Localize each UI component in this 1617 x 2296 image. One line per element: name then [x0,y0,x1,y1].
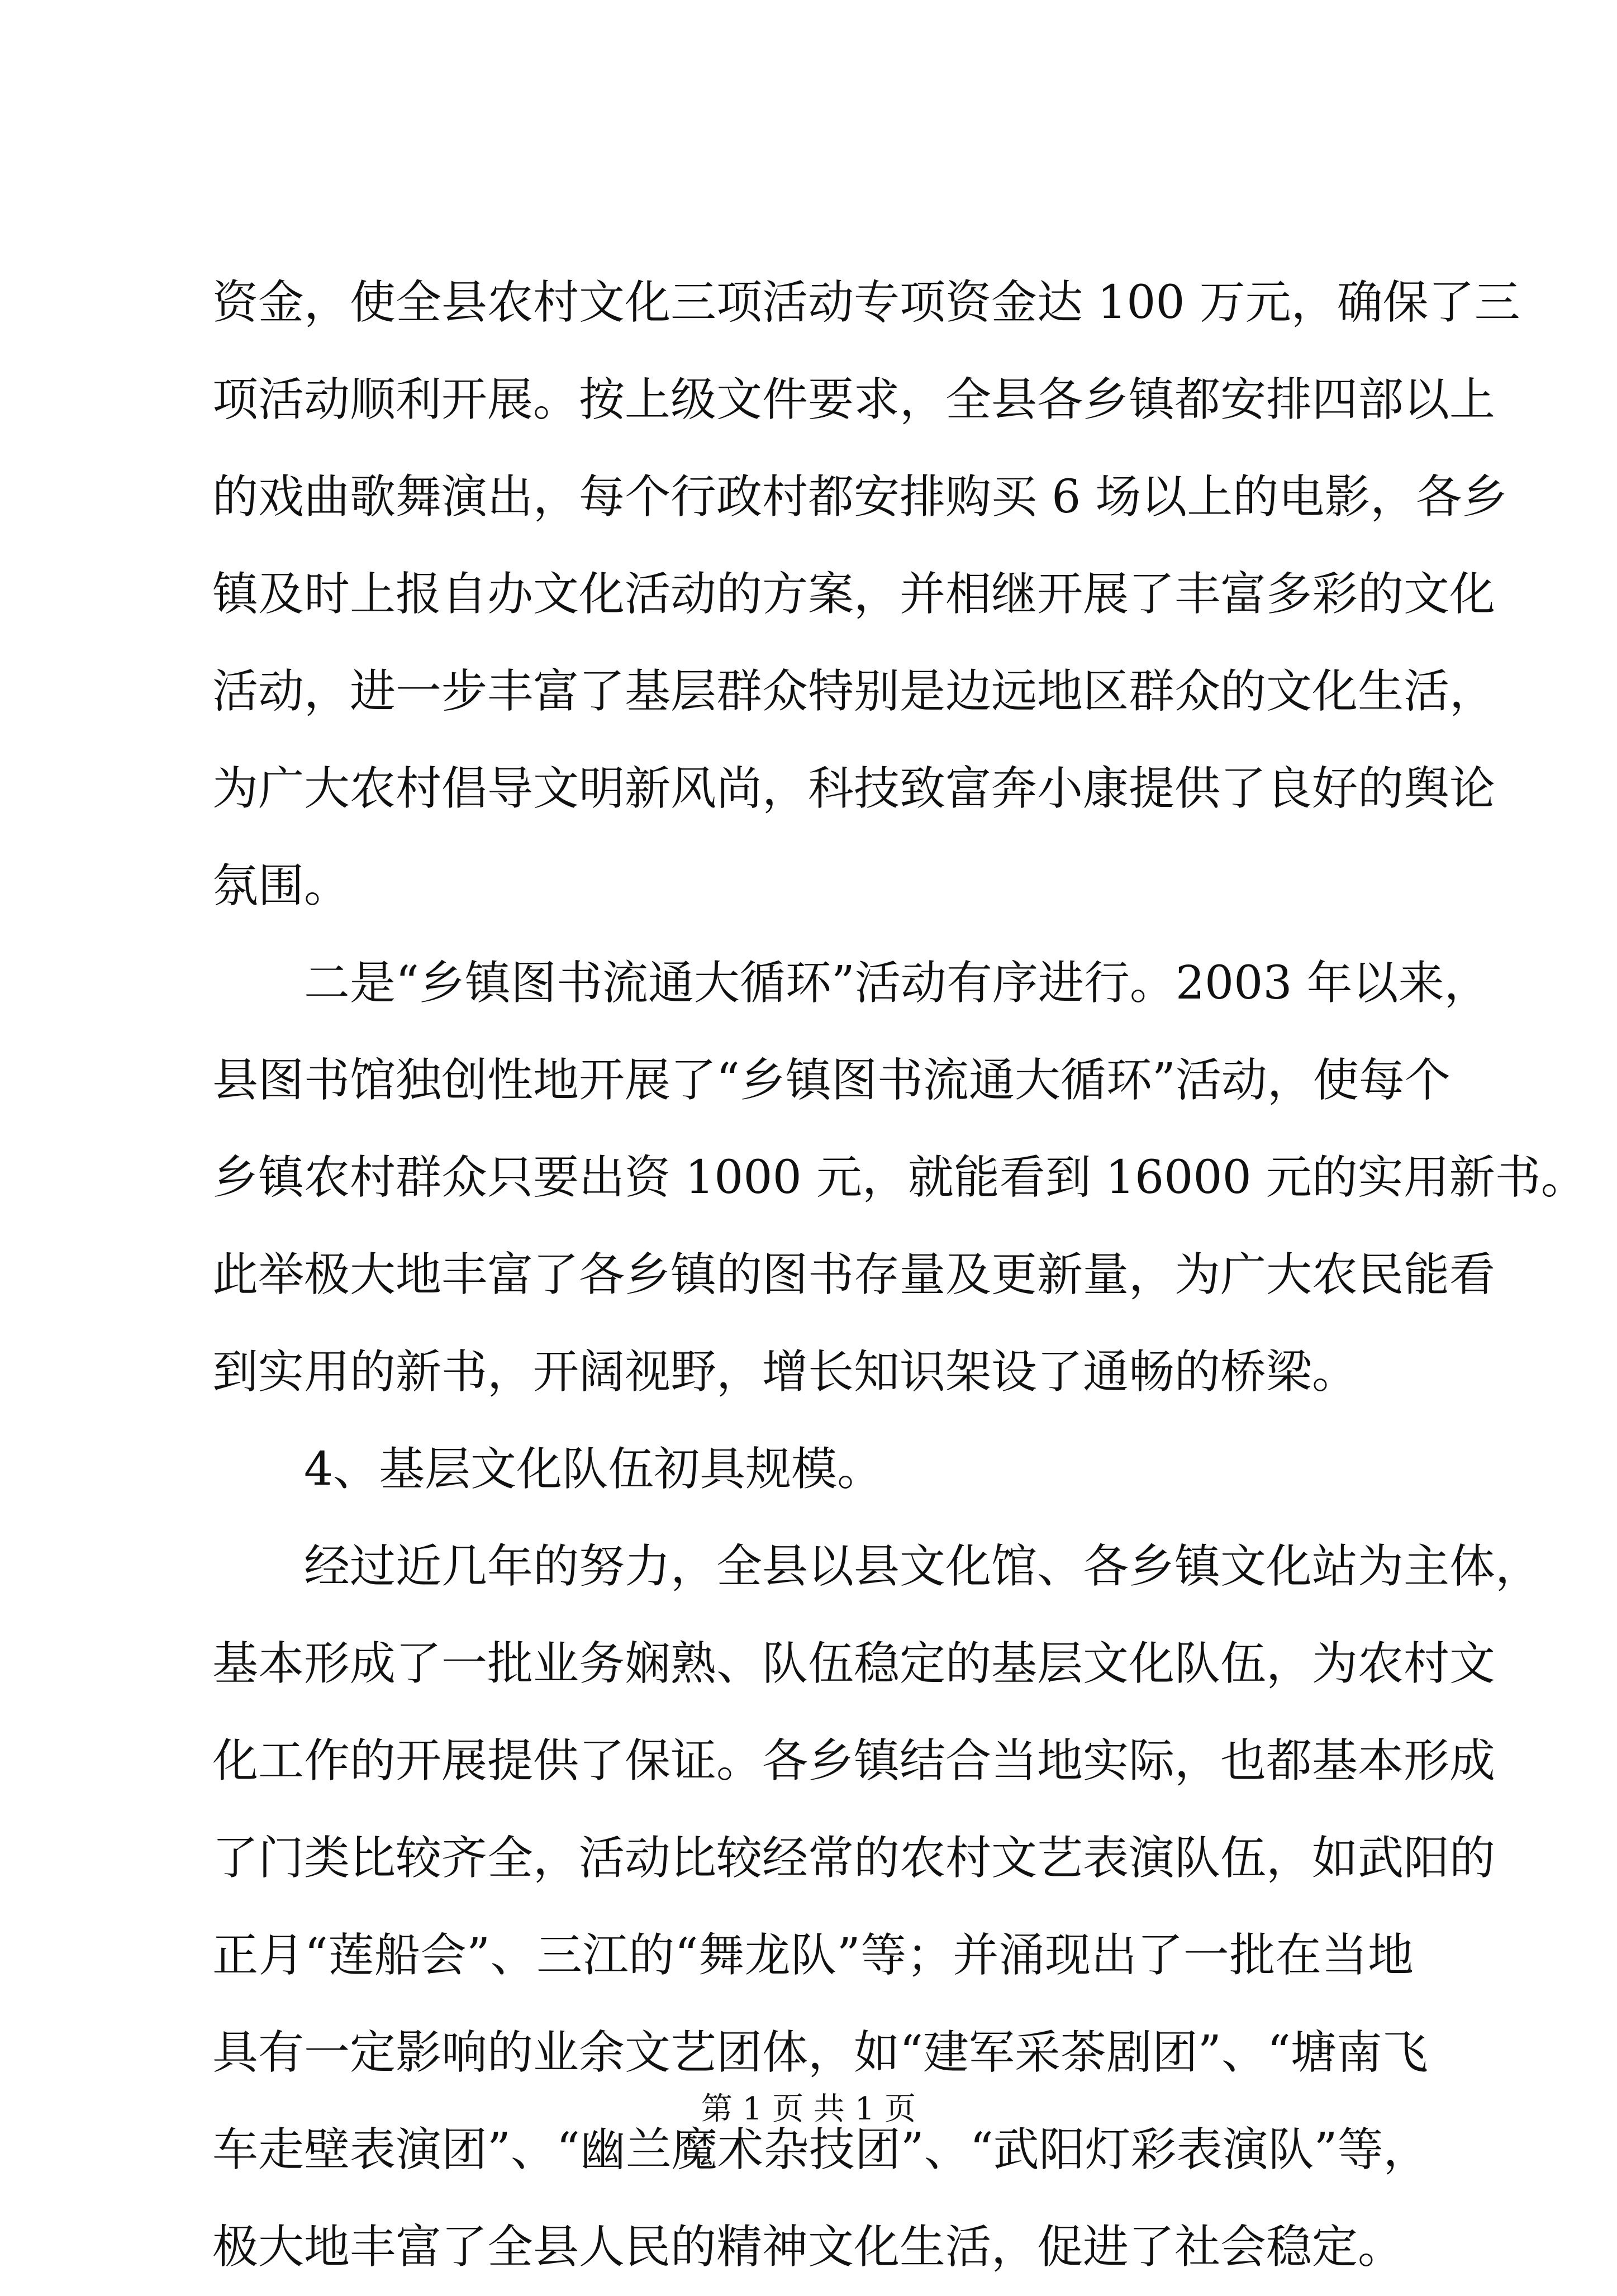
text-line: 经过近几年的努力，全县以县文化馆、各乡镇文化站为主体， [304,1540,1542,1593]
text-line: 项活动顺利开展。按上级文件要求，全县各乡镇都安排四部以上 [212,373,1496,426]
text-line: 了门类比较齐全，活动比较经常的农村文艺表演队伍，如武阳的 [212,1832,1496,1885]
text-line: 正月“莲船会”、三江的“舞龙队”等；并涌现出了一批在当地 [212,1929,1414,1982]
text-line: 氛围。 [212,859,350,912]
text-line: 基本形成了一批业务娴熟、队伍稳定的基层文化队伍，为农村文 [212,1637,1496,1690]
text-line: 到实用的新书，开阔视野，增长知识架设了通畅的桥梁。 [212,1346,1358,1399]
text-line: 二是“乡镇图书流通大循环”活动有序进行。2003 年以来， [304,957,1490,1010]
text-line: 资金，使全县农村文化三项活动专项资金达 100 万元，确保了三 [212,276,1520,329]
text-line: 此举极大地丰富了各乡镇的图书存量及更新量，为广大农民能看 [212,1248,1496,1301]
text-line: 镇及时上报自办文化活动的方案，并相继开展了丰富多彩的文化 [212,568,1496,621]
text-line: 具有一定影响的业余文艺团体，如“建军采茶剧团”、“塘南飞 [212,2026,1428,2079]
text-line: 车走壁表演团”、“幽兰魔术杂技团”、“武阳灯彩表演队”等， [212,2123,1429,2176]
text-line: 乡镇农村群众只要出资 1000 元，就能看到 16000 元的实用新书。 [212,1151,1587,1204]
body-text [212,254,1587,2296]
page-footer: 第 1 页 共 1 页 [701,2091,916,2127]
text-line: 为广大农村倡导文明新风尚，科技致富奔小康提供了良好的舆论 [212,762,1496,815]
text-line: 县图书馆独创性地开展了“乡镇图书流通大循环”活动，使每个 [212,1054,1450,1107]
text-line: 极大地丰富了全县人民的精神文化生活，促进了社会稳定。 [212,2221,1404,2274]
text-line: 活动，进一步丰富了基层群众特别是边远地区群众的文化生活， [212,665,1496,718]
text-line: 的戏曲歌舞演出，每个行政村都安排购买 6 场以上的电影，各乡 [212,470,1508,524]
text-line: 4、基层文化队伍初具规模。 [304,1443,883,1496]
text-line: 化工作的开展提供了保证。各乡镇结合当地实际，也都基本形成 [212,1734,1496,1788]
